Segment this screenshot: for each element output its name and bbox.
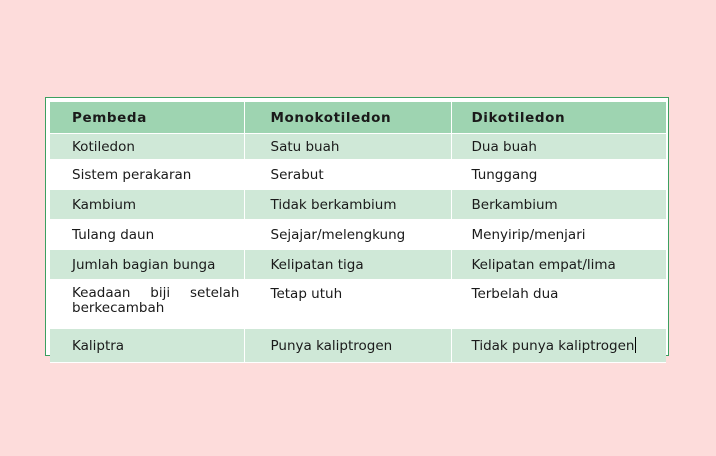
table-cell: Tunggang <box>451 160 666 190</box>
table-cell: Serabut <box>244 160 451 190</box>
table-header-row <box>50 102 666 134</box>
table-row <box>50 160 666 190</box>
table-cell: Tidak berkambium <box>244 190 451 220</box>
header-pembeda: Pembeda <box>50 102 244 134</box>
table-cell: Satu buah <box>244 134 451 160</box>
table-cell[interactable] <box>451 329 666 363</box>
table-cell: Berkambium <box>451 190 666 220</box>
table-cell: Sistem perakaran <box>50 160 244 190</box>
text-cursor <box>635 337 636 353</box>
table-cell: Kelipatan empat/lima <box>451 250 666 280</box>
table-row <box>50 220 666 250</box>
table-row <box>50 190 666 220</box>
table-row <box>50 250 666 280</box>
table-cell-text: Tidak punya kaliptrogen <box>471 338 635 354</box>
table-cell: Kotiledon <box>50 134 244 160</box>
table-cell: Sejajar/melengkung <box>244 220 451 250</box>
table-cell: Punya kaliptrogen <box>244 329 451 363</box>
table-cell: Terbelah dua <box>451 280 666 329</box>
comparison-table-frame <box>45 97 669 356</box>
table-cell: Menyirip/menjari <box>451 220 666 250</box>
header-monokotiledon: Monokotiledon <box>244 102 451 134</box>
table-row <box>50 134 666 160</box>
header-dikotiledon: Dikotiledon <box>451 102 666 134</box>
table-cell: Kambium <box>50 190 244 220</box>
table-cell: Keadaan biji setelah berkecambah <box>50 280 244 329</box>
table-row <box>50 329 666 363</box>
comparison-table <box>50 102 666 363</box>
table-cell: Dua buah <box>451 134 666 160</box>
table-cell: Kelipatan tiga <box>244 250 451 280</box>
table-cell: Tetap utuh <box>244 280 451 329</box>
table-cell: Tulang daun <box>50 220 244 250</box>
table-row <box>50 280 666 329</box>
table-cell: Jumlah bagian bunga <box>50 250 244 280</box>
table-cell: Kaliptra <box>50 329 244 363</box>
